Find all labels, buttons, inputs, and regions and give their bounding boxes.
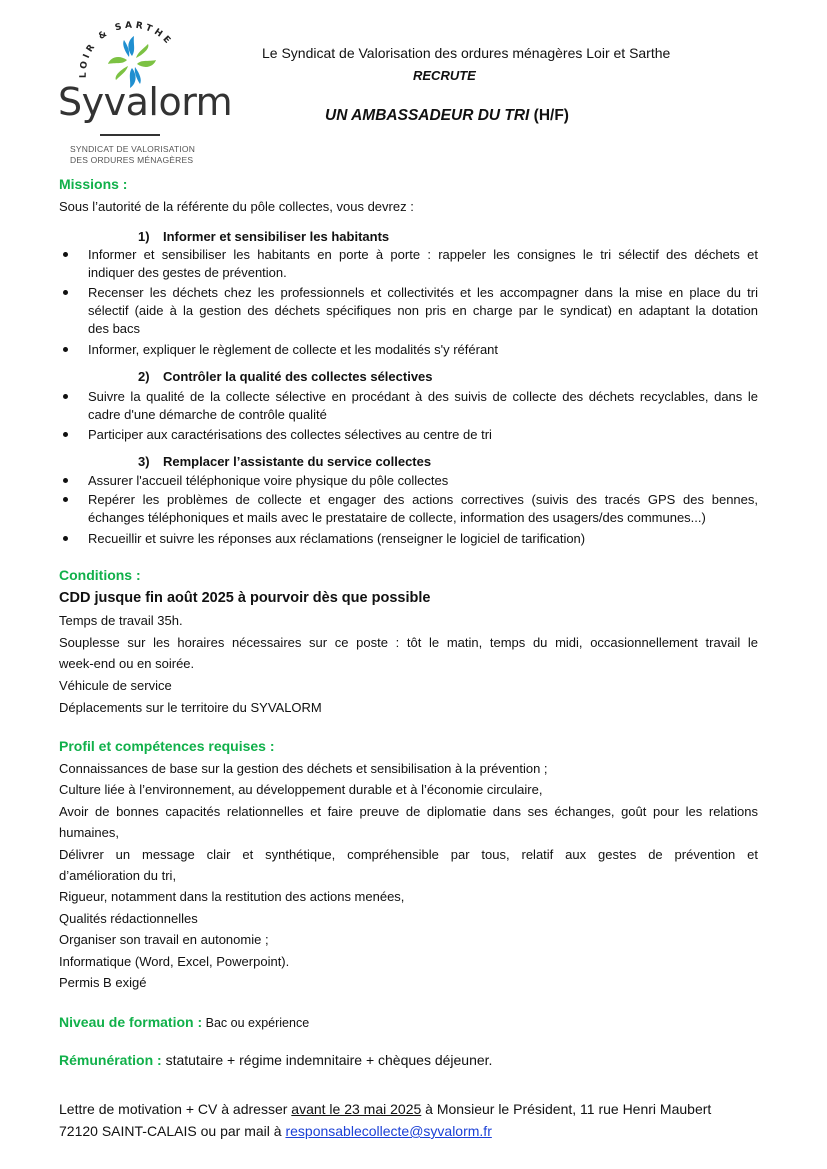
apply-text: 72120 SAINT-CALAIS ou par mail à xyxy=(59,1123,286,1139)
mission-item xyxy=(88,426,758,444)
apply-text: Lettre de motivation + CV à adresser xyxy=(59,1101,292,1117)
group-title: Contrôler la qualité des collectes sélectives xyxy=(163,369,433,384)
mission-item-line: Assurer l'accueil téléphonique voire physique du pôle collectes xyxy=(88,473,449,488)
bullet-icon xyxy=(62,432,70,440)
syvalorm-logo xyxy=(56,20,233,165)
mission-item xyxy=(88,284,758,338)
mission-group-2-title xyxy=(138,369,433,384)
mission-item-line: cadre d'une démarche de contrôle qualité xyxy=(88,407,327,422)
group-number: 1) xyxy=(138,229,150,244)
condition-line: Déplacements sur le territoire du SYVALORM xyxy=(59,700,322,715)
profile-text: Avoir de bonnes capacités relationnelles et faire preuve de diplomatie dans ses échanges, goût pour les relations xyxy=(59,804,758,819)
apply-address: à Monsieur le Président, 11 rue Henri Maubert xyxy=(421,1101,712,1117)
salary-value: statutaire + régime indemnitaire + chèques déjeuner. xyxy=(161,1052,493,1068)
missions-heading: Missions : xyxy=(59,176,128,192)
apply-line-2 xyxy=(59,1123,492,1139)
condition-line: Temps de travail 35h. xyxy=(59,613,183,628)
profile-line: Informatique (Word, Excel, Powerpoint). xyxy=(59,954,290,969)
mission-item-line: échanges téléphoniques et mails avec le prestataire de collecte, information des usagers/des communes...) xyxy=(88,510,706,525)
profile-line: Qualités rédactionnelles xyxy=(59,911,198,926)
mission-item xyxy=(88,472,758,490)
mission-item-line: indiquer des gestes de prévention. xyxy=(88,265,287,280)
job-title xyxy=(325,107,569,125)
condition-line xyxy=(59,635,758,650)
svg-text:LOIR & SARTHE: LOIR & SARTHE xyxy=(78,20,175,79)
logo-subtitle-line2: DES ORDURES MÉNAGÈRES xyxy=(70,155,194,165)
condition-text: Souplesse sur les horaires nécessaires sur ce poste : tôt le matin, temps du midi, occasionnellement travail le xyxy=(59,635,758,650)
bullet-icon xyxy=(62,252,70,260)
mission-item-line: des bacs xyxy=(88,321,141,336)
mission-item-line: Recueillir et suivre les réponses aux réclamations (renseigner le logiciel de tarification) xyxy=(88,531,586,546)
mission-item-line: Recenser les déchets chez les professionnels et collectivités et les accompagner dans la mise en place du tri xyxy=(88,285,758,300)
salary-row xyxy=(59,1052,492,1068)
apply-line-1 xyxy=(59,1101,711,1117)
profile-line: Organiser son travail en autonomie ; xyxy=(59,932,269,947)
mission-group-1-title xyxy=(138,229,389,244)
logo-subtitle-line1: SYNDICAT DE VALORISATION xyxy=(70,144,196,154)
job-title-main: UN AMBASSADEUR DU TRI xyxy=(325,107,530,124)
profile-heading: Profil et compétences requises : xyxy=(59,738,275,754)
mission-group-3-title xyxy=(138,454,431,469)
group-number: 3) xyxy=(138,454,150,469)
logo-divider xyxy=(100,134,160,136)
recruits-label: RECRUTE xyxy=(413,68,476,83)
profile-line xyxy=(59,847,758,862)
bullet-icon xyxy=(62,394,70,402)
profile-line: Culture liée à l’environnement, au développement durable et à l’économie circulaire, xyxy=(59,782,543,797)
organization-line: Le Syndicat de Valorisation des ordures ménagères Loir et Sarthe xyxy=(262,45,671,61)
mission-item xyxy=(88,491,758,527)
email-link[interactable]: responsablecollecte@syvalorm.fr xyxy=(285,1123,492,1139)
profile-line: d’amélioration du tri, xyxy=(59,868,177,883)
mission-item xyxy=(88,388,758,424)
deadline: avant le 23 mai 2025 xyxy=(291,1101,422,1117)
profile-text: Délivrer un message clair et synthétique, compréhensible par tous, relatif aux gestes de prévention et xyxy=(59,847,758,862)
mission-item-line: sélectif (aide à la gestion des déchets spécifiques non pris en charge par le syndicat) en adaptant la dotation xyxy=(88,303,758,318)
group-title: Informer et sensibiliser les habitants xyxy=(163,229,390,244)
logo-subtitle xyxy=(70,144,195,166)
profile-line xyxy=(59,804,758,819)
conditions-heading: Conditions : xyxy=(59,567,141,583)
mission-item xyxy=(88,530,758,548)
missions-intro: Sous l’autorité de la référente du pôle collectes, vous devrez : xyxy=(59,199,414,214)
mission-item-line: Repérer les problèmes de collecte et engager des actions correctives (suivis des tracés GPS des bennes, xyxy=(88,492,758,507)
bullet-icon xyxy=(62,290,70,298)
mission-item-line: Informer et sensibiliser les habitants en porte à porte : rappeler les consignes le tri sélectif des déchets et xyxy=(88,247,758,262)
profile-line: humaines, xyxy=(59,825,119,840)
profile-line: Rigueur, notamment dans la restitution des actions menées, xyxy=(59,889,405,904)
training-row xyxy=(59,1014,309,1030)
profile-line: Connaissances de base sur la gestion des déchets et sensibilisation à la prévention ; xyxy=(59,761,548,776)
bullet-icon xyxy=(62,347,70,355)
profile-line: Permis B exigé xyxy=(59,975,147,990)
mission-item xyxy=(88,246,758,282)
condition-line: Véhicule de service xyxy=(59,678,172,693)
mission-item-line: Participer aux caractérisations des collectes sélectives au centre de tri xyxy=(88,427,492,442)
job-title-suffix: (H/F) xyxy=(529,107,569,124)
bullet-icon xyxy=(62,536,70,544)
bullet-icon xyxy=(62,478,70,486)
logo-wordmark: Syvalorm xyxy=(58,80,233,124)
bullet-icon xyxy=(62,497,70,505)
training-label: Niveau de formation : xyxy=(59,1014,203,1030)
mission-item-line: Suivre la qualité de la collecte sélective en procédant à des suivis de collecte des déchets recyclables, dans le xyxy=(88,389,758,404)
contract-type: CDD jusque fin août 2025 à pourvoir dès que possible xyxy=(59,590,431,606)
mission-item-line: Informer, expliquer le règlement de collecte et les modalités s'y référant xyxy=(88,342,499,357)
group-title: Remplacer l’assistante du service collectes xyxy=(163,454,432,469)
training-value: Bac ou expérience xyxy=(202,1016,310,1030)
condition-line: week-end ou en soirée. xyxy=(59,656,195,671)
mission-item xyxy=(88,341,758,359)
group-number: 2) xyxy=(138,369,150,384)
salary-label: Rémunération : xyxy=(59,1052,162,1068)
